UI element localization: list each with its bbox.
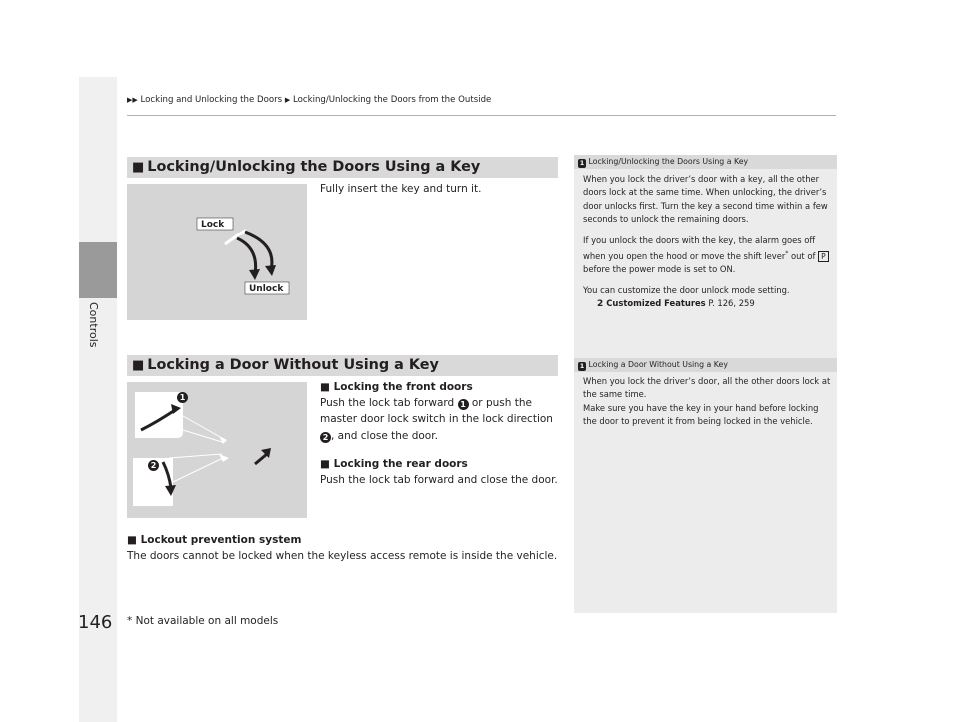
section-heading-text: Locking a Door Without Using a Key [147, 357, 439, 373]
lockout-heading [127, 532, 567, 548]
sidebar-tab-marker [79, 242, 117, 298]
sub-heading-front-text: Locking the front doors [333, 381, 473, 393]
note1-p2-text3: before the power mode is set to ON. [583, 264, 736, 275]
lock-tab-marker [219, 436, 227, 444]
note2-title: Locking a Door Without Using a Key [588, 360, 728, 369]
park-gear-icon: P [818, 251, 829, 262]
callout-line [183, 430, 222, 442]
key-turn-illustration [127, 184, 307, 320]
sub-marker-icon: ■ [320, 457, 330, 470]
note-marker-icon: 1 [579, 362, 585, 370]
section-heading-no-key [127, 355, 558, 376]
callout-line [183, 416, 222, 438]
note1-body [583, 173, 833, 311]
breadcrumb-arrow-icon: ▶▶ [127, 96, 138, 104]
note2-title-bar [574, 358, 837, 372]
note1-p3: You can customize the door unlock mode setting. [583, 284, 790, 295]
note2-p2: Make sure you have the key in your hand before locking the door to prevent it from being locked in the vehicle. [583, 402, 819, 427]
section2-body [320, 379, 560, 488]
sub-heading-rear [320, 456, 560, 472]
rear-doors-text: Push the lock tab forward and close the door. [320, 474, 558, 487]
note1-p1: When you lock the driver’s door with a key, all the other doors lock at the same time. When unlocking, the driver’s door unlocks first. Turn the key a second time within a few seconds to unlock the remaining doors. [583, 174, 828, 225]
note1-p2 [583, 234, 833, 277]
lock-tab-illustration [127, 382, 307, 518]
breadcrumb-level2[interactable]: Locking/Unlocking the Doors from the Outside [292, 95, 492, 105]
callout-line [173, 458, 223, 482]
sub-heading-front [320, 379, 560, 395]
sub-marker-icon: ■ [320, 381, 330, 393]
sub-heading-rear-text: Locking the rear doors [333, 457, 468, 470]
note2-p1: When you lock the driver’s door, all the other doors lock at the same time. [583, 376, 831, 400]
section-heading-text: Locking/Unlocking the Doors Using a Key [147, 159, 481, 175]
master-switch-arrow [255, 454, 267, 464]
lock-label: Lock [201, 220, 225, 230]
callout-2-icon: 2 [148, 460, 159, 471]
section-marker-icon: ■ [132, 160, 145, 175]
cross-reference-label[interactable]: Customized Features [606, 298, 706, 309]
callout-1-icon: 1 [177, 392, 188, 403]
unlock-label: Unlock [249, 284, 284, 294]
section1-body: Fully insert the key and turn it. [320, 183, 482, 195]
lockout-heading-text: Lockout prevention system [140, 534, 302, 546]
cross-reference[interactable] [583, 297, 833, 311]
front-text-b: or push the master door lock switch in the lock direction [320, 397, 553, 426]
front-text-c: , and close the door. [331, 429, 438, 442]
step-2-icon: 2 [320, 432, 331, 443]
page-number: 146 [78, 612, 113, 633]
cross-reference-icon: 2 [597, 299, 604, 310]
asterisk: * [785, 250, 789, 258]
sidebar-label: Controls [87, 302, 100, 348]
turn-arrow-inner [237, 238, 256, 274]
lockout-section [127, 532, 567, 564]
arrow-head-icon [249, 269, 260, 280]
front-text-a: Push the lock tab forward [320, 397, 455, 410]
callout-line [169, 454, 222, 458]
lock-tab-diagram [127, 382, 307, 518]
sub-marker-icon: ■ [127, 534, 137, 546]
turn-arrow-outer [245, 232, 272, 270]
footnote: * Not available on all models [127, 615, 279, 627]
note1-p2-text: If you unlock the doors with the key, the alarm goes off when you open the hood or move the shift lever [583, 234, 816, 261]
front-door-zoom [135, 392, 183, 438]
step-1-icon: 1 [458, 399, 469, 410]
note-marker-icon: 1 [579, 159, 585, 167]
note1-title: Locking/Unlocking the Doors Using a Key [588, 157, 749, 166]
breadcrumb-level1[interactable]: Locking and Unlocking the Doors [140, 95, 283, 105]
arrow-head-icon [265, 265, 276, 276]
header-divider [127, 115, 836, 116]
key-turn-diagram [127, 184, 307, 320]
note2-body [583, 375, 833, 429]
note1-title-bar [574, 155, 837, 169]
note1-p2-text2: out of [790, 250, 816, 261]
section-heading-key [127, 157, 558, 178]
breadcrumb-arrow-icon: ▶ [284, 96, 291, 104]
lockout-text: The doors cannot be locked when the keyless access remote is inside the vehicle. [127, 550, 558, 563]
section-marker-icon: ■ [132, 358, 145, 373]
breadcrumb [127, 95, 491, 105]
lock-tab-marker [219, 454, 229, 462]
front-doors-text [320, 395, 560, 444]
cross-reference-pages: P. 126, 259 [708, 298, 755, 309]
